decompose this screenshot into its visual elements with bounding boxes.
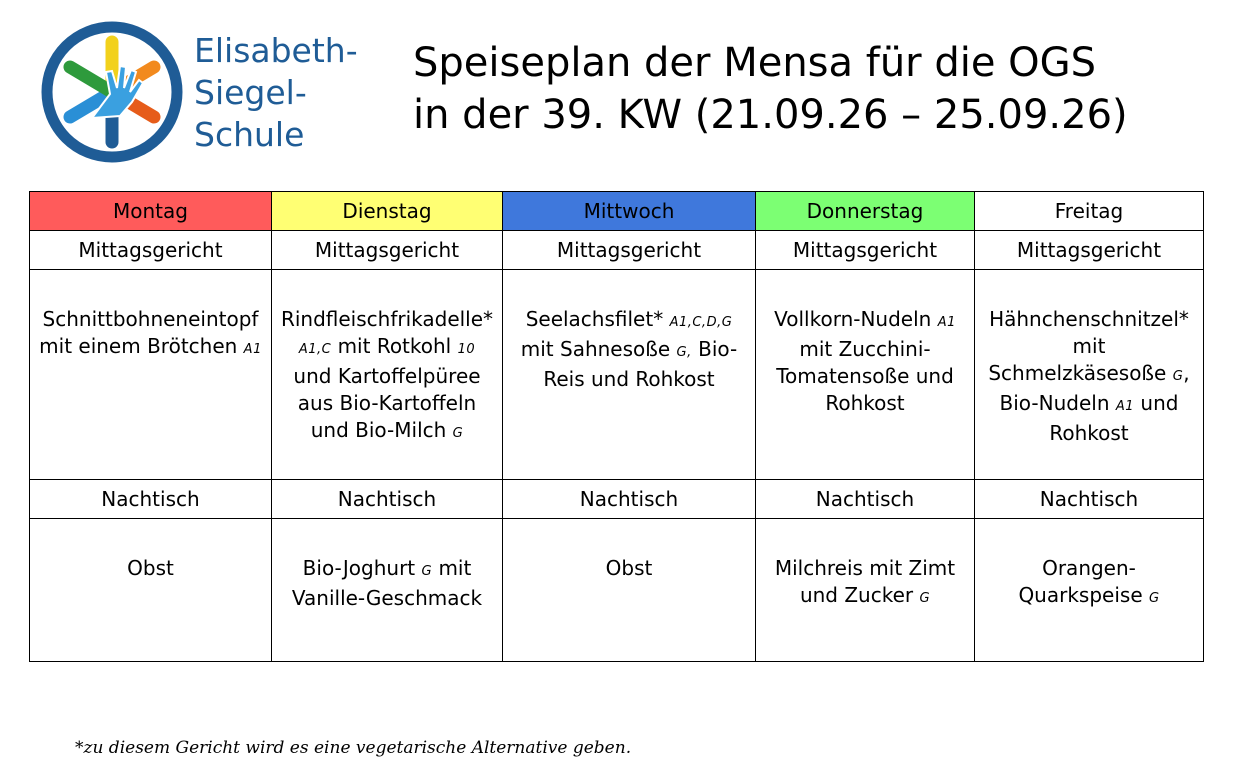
- main-dish-row: [30, 270, 1204, 480]
- dessert-mittwoch: [503, 519, 756, 662]
- dish-dienstag: [272, 270, 503, 480]
- day-header-freitag: Freitag: [975, 192, 1204, 231]
- title-line-1: Speiseplan der Mensa für die OGS: [413, 40, 1097, 86]
- dish-text: Hähnchenschnitzel* mit Schmelzkäsesoße: [988, 307, 1189, 385]
- allergen-code: 10: [457, 342, 476, 357]
- dish-text: mit Rotkohl: [337, 334, 452, 358]
- school-name-line: Elisabeth-: [194, 31, 358, 70]
- allergen-code: A1,C,D,G: [669, 315, 733, 330]
- section-label-main: Mittagsgericht: [975, 231, 1204, 270]
- dish-text: Seelachsfilet*: [525, 307, 664, 331]
- dish-text: Vollkorn-Nudeln: [774, 307, 932, 331]
- section-label-main: Mittagsgericht: [756, 231, 975, 270]
- dish-text: Schnittbohneneintopf mit einem Brötchen: [39, 307, 259, 358]
- dessert-row: [30, 519, 1204, 662]
- dessert-text: Obst: [605, 556, 653, 580]
- dessert-text: Obst: [127, 556, 174, 580]
- allergen-code: A1,C: [298, 342, 332, 357]
- dessert-label-row: [30, 480, 1204, 519]
- dessert-freitag: [975, 519, 1204, 662]
- day-header-row: [30, 192, 1204, 231]
- dessert-montag: [30, 519, 272, 662]
- dish-montag: [30, 270, 272, 480]
- allergen-code: A1: [243, 342, 262, 357]
- day-header-dienstag: Dienstag: [272, 192, 503, 231]
- main-label-row: [30, 231, 1204, 270]
- dessert-text: Milchreis mit Zimt und Zucker: [774, 556, 956, 607]
- day-header-donnerstag: Donnerstag: [756, 192, 975, 231]
- school-name-line: Schule: [194, 115, 305, 154]
- allergen-code: A1: [937, 315, 956, 330]
- allergen-code: G,: [676, 345, 692, 360]
- page-title: [413, 37, 1128, 141]
- section-label-dessert: Nachtisch: [272, 480, 503, 519]
- footnote: *zu diesem Gericht wird es eine vegetarische Alternative geben.: [75, 738, 632, 758]
- dish-mittwoch: [503, 270, 756, 480]
- dish-text: und Rohkost: [1049, 391, 1179, 445]
- allergen-code: G: [919, 591, 931, 606]
- allergen-code: G: [1148, 591, 1160, 606]
- allergen-code: A1: [1115, 399, 1135, 414]
- school-name: [194, 30, 358, 156]
- section-label-dessert: Nachtisch: [503, 480, 756, 519]
- dish-text: mit Zucchini-Tomatensoße und Rohkost: [776, 337, 954, 415]
- dessert-dienstag: [272, 519, 503, 662]
- dish-freitag: [975, 270, 1204, 480]
- dish-text: Bio-Reis und Rohkost: [543, 337, 738, 391]
- menu-table: [29, 191, 1204, 662]
- school-logo-icon: [40, 20, 185, 165]
- allergen-code: G: [452, 426, 464, 441]
- dessert-donnerstag: [756, 519, 975, 662]
- allergen-code: G: [1172, 369, 1184, 384]
- day-header-mittwoch: Mittwoch: [503, 192, 756, 231]
- section-label-main: Mittagsgericht: [30, 231, 272, 270]
- title-line-2: in der 39. KW (21.09.26 – 25.09.26): [413, 92, 1128, 138]
- dish-text: mit Sahnesoße: [520, 337, 671, 361]
- school-name-line: Siegel-: [194, 73, 307, 112]
- section-label-dessert: Nachtisch: [756, 480, 975, 519]
- dish-text: , Bio-Nudeln: [999, 361, 1190, 415]
- section-label-dessert: Nachtisch: [30, 480, 272, 519]
- dessert-text: Orangen-Quarkspeise: [1018, 556, 1143, 607]
- dish-text: Rindfleischfrikadelle*: [280, 307, 494, 331]
- section-label-main: Mittagsgericht: [503, 231, 756, 270]
- dessert-text: Bio-Joghurt: [302, 556, 416, 580]
- section-label-dessert: Nachtisch: [975, 480, 1204, 519]
- dish-donnerstag: [756, 270, 975, 480]
- allergen-code: G: [421, 564, 433, 579]
- day-header-montag: Montag: [30, 192, 272, 231]
- section-label-main: Mittagsgericht: [272, 231, 503, 270]
- dessert-text: mit Vanille-Geschmack: [291, 556, 483, 610]
- dish-text: und Kartoffelpüree aus Bio-Kartoffeln und Bio-Milch: [293, 364, 481, 442]
